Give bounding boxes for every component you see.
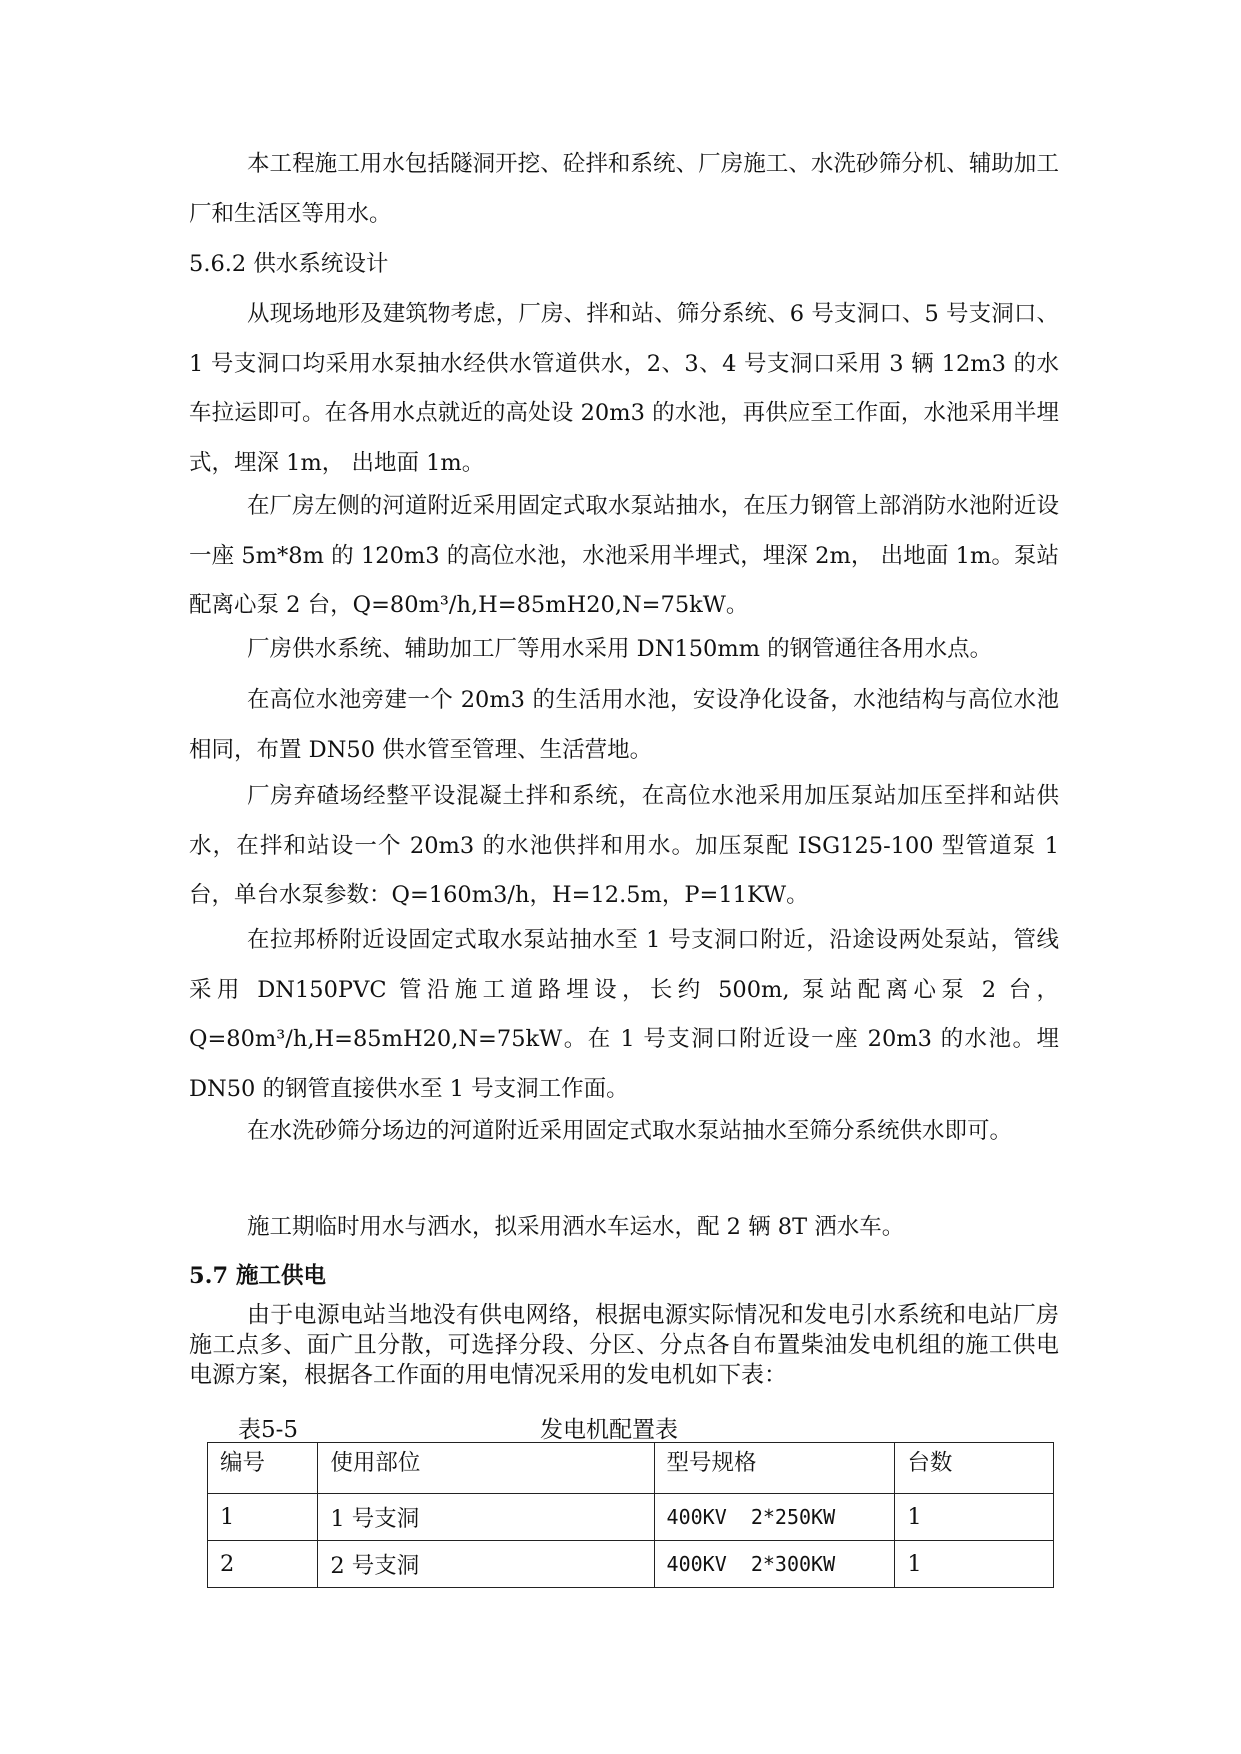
paragraph-steel-pipe: 厂房供水系统、辅助加工厂等用水采用 DN150mm 的钢管通往各用水点。 [247,636,993,662]
cell-quantity: 1 [895,1494,1054,1541]
cell-number: 1 [208,1494,318,1541]
cell-model: 400KV 2*300KW [654,1541,895,1588]
paragraph-water-use: 本工程施工用水包括隧洞开挖、砼拌和系统、厂房施工、水洗砂筛分机、辅助加工厂和生活区等用水。 [189,151,1059,227]
cell-quantity: 1 [895,1541,1054,1588]
header-model: 型号规格 [654,1443,895,1494]
section-heading-5-6-2: 5.6.2 供水系统设计 [189,251,389,277]
cell-location: 2 号支洞 [318,1541,654,1588]
table-header-row [208,1443,1054,1494]
section-heading-5-7: 5.7 施工供电 [189,1263,326,1289]
paragraph-temporary-water: 施工期临时用水与洒水，拟采用洒水车运水，配 2 辆 8T 洒水车。 [247,1214,905,1240]
table-row [208,1541,1054,1588]
cell-model: 400KV 2*250KW [654,1494,895,1541]
header-location: 使用部位 [318,1443,654,1494]
cell-location: 1 号支洞 [318,1494,654,1541]
paragraph-supply-design: 从现场地形及建筑物考虑，厂房、拌和站、筛分系统、6 号支洞口、5 号支洞口、1 号支洞口均采用水泵抽水经供水管道供水，2、3、4 号支洞口采用 3 辆 12m3 的水车拉运即可。在各用水点就近的高处设 20m3 的水池，再供应至工作面，水池采用半埋式，埋深 1m， 出地面 1m。 [189,301,1059,476]
paragraph-screening: 在水洗砂筛分场边的河道附近采用固定式取水泵站抽水至筛分系统供水即可。 [247,1118,1013,1144]
paragraph-labang-bridge: 在拉邦桥附近设固定式取水泵站抽水至 1 号支洞口附近，沿途设两处泵站，管线采用 DN150PVC 管沿施工道路埋设，长约 500m, 泵站配离心泵 2 台，Q=80m³/h,H=85mH20,N=75kW。在 1 号支洞口附近设一座 20m3 的水池。埋 DN50 的钢管直接供水至 1 号支洞工作面。 [189,927,1059,1102]
header-number: 编号 [208,1443,318,1494]
paragraph-domestic-pool: 在高位水池旁建一个 20m3 的生活用水池，安设净化设备，水池结构与高位水池相同，布置 DN50 供水管至管理、生活营地。 [189,687,1059,763]
paragraph-mixing-system: 厂房弃碴场经整平设混凝土拌和系统，在高位水池采用加压泵站加压至拌和站供水，在拌和站设一个 20m3 的水池供拌和用水。加压泵配 ISG125-100 型管道泵 1 台，单台水泵参数：Q=160m3/h，H=12.5m，P=11KW。 [189,783,1059,908]
table-row [208,1494,1054,1541]
paragraph-power-supply: 由于电源电站当地没有供电网络，根据电源实际情况和发电引水系统和电站厂房施工点多、面广且分散，可选择分段、分区、分点各自布置柴油发电机组的施工供电电源方案，根据各工作面的用电情况采用的发电机如下表： [189,1302,1059,1388]
table-number: 表5-5 [238,1417,299,1443]
header-quantity: 台数 [895,1443,1054,1494]
table-title: 发电机配置表 [540,1417,678,1443]
paragraph-plant-pump-station: 在厂房左侧的河道附近采用固定式取水泵站抽水，在压力钢管上部消防水池附近设一座 5m*8m 的 120m3 的高位水池，水池采用半埋式，埋深 2m， 出地面 1m。泵站配离心泵 2 台，Q=80m³/h,H=85mH20,N=75kW。 [189,493,1059,618]
generator-config-table [207,1442,1054,1588]
cell-number: 2 [208,1541,318,1588]
